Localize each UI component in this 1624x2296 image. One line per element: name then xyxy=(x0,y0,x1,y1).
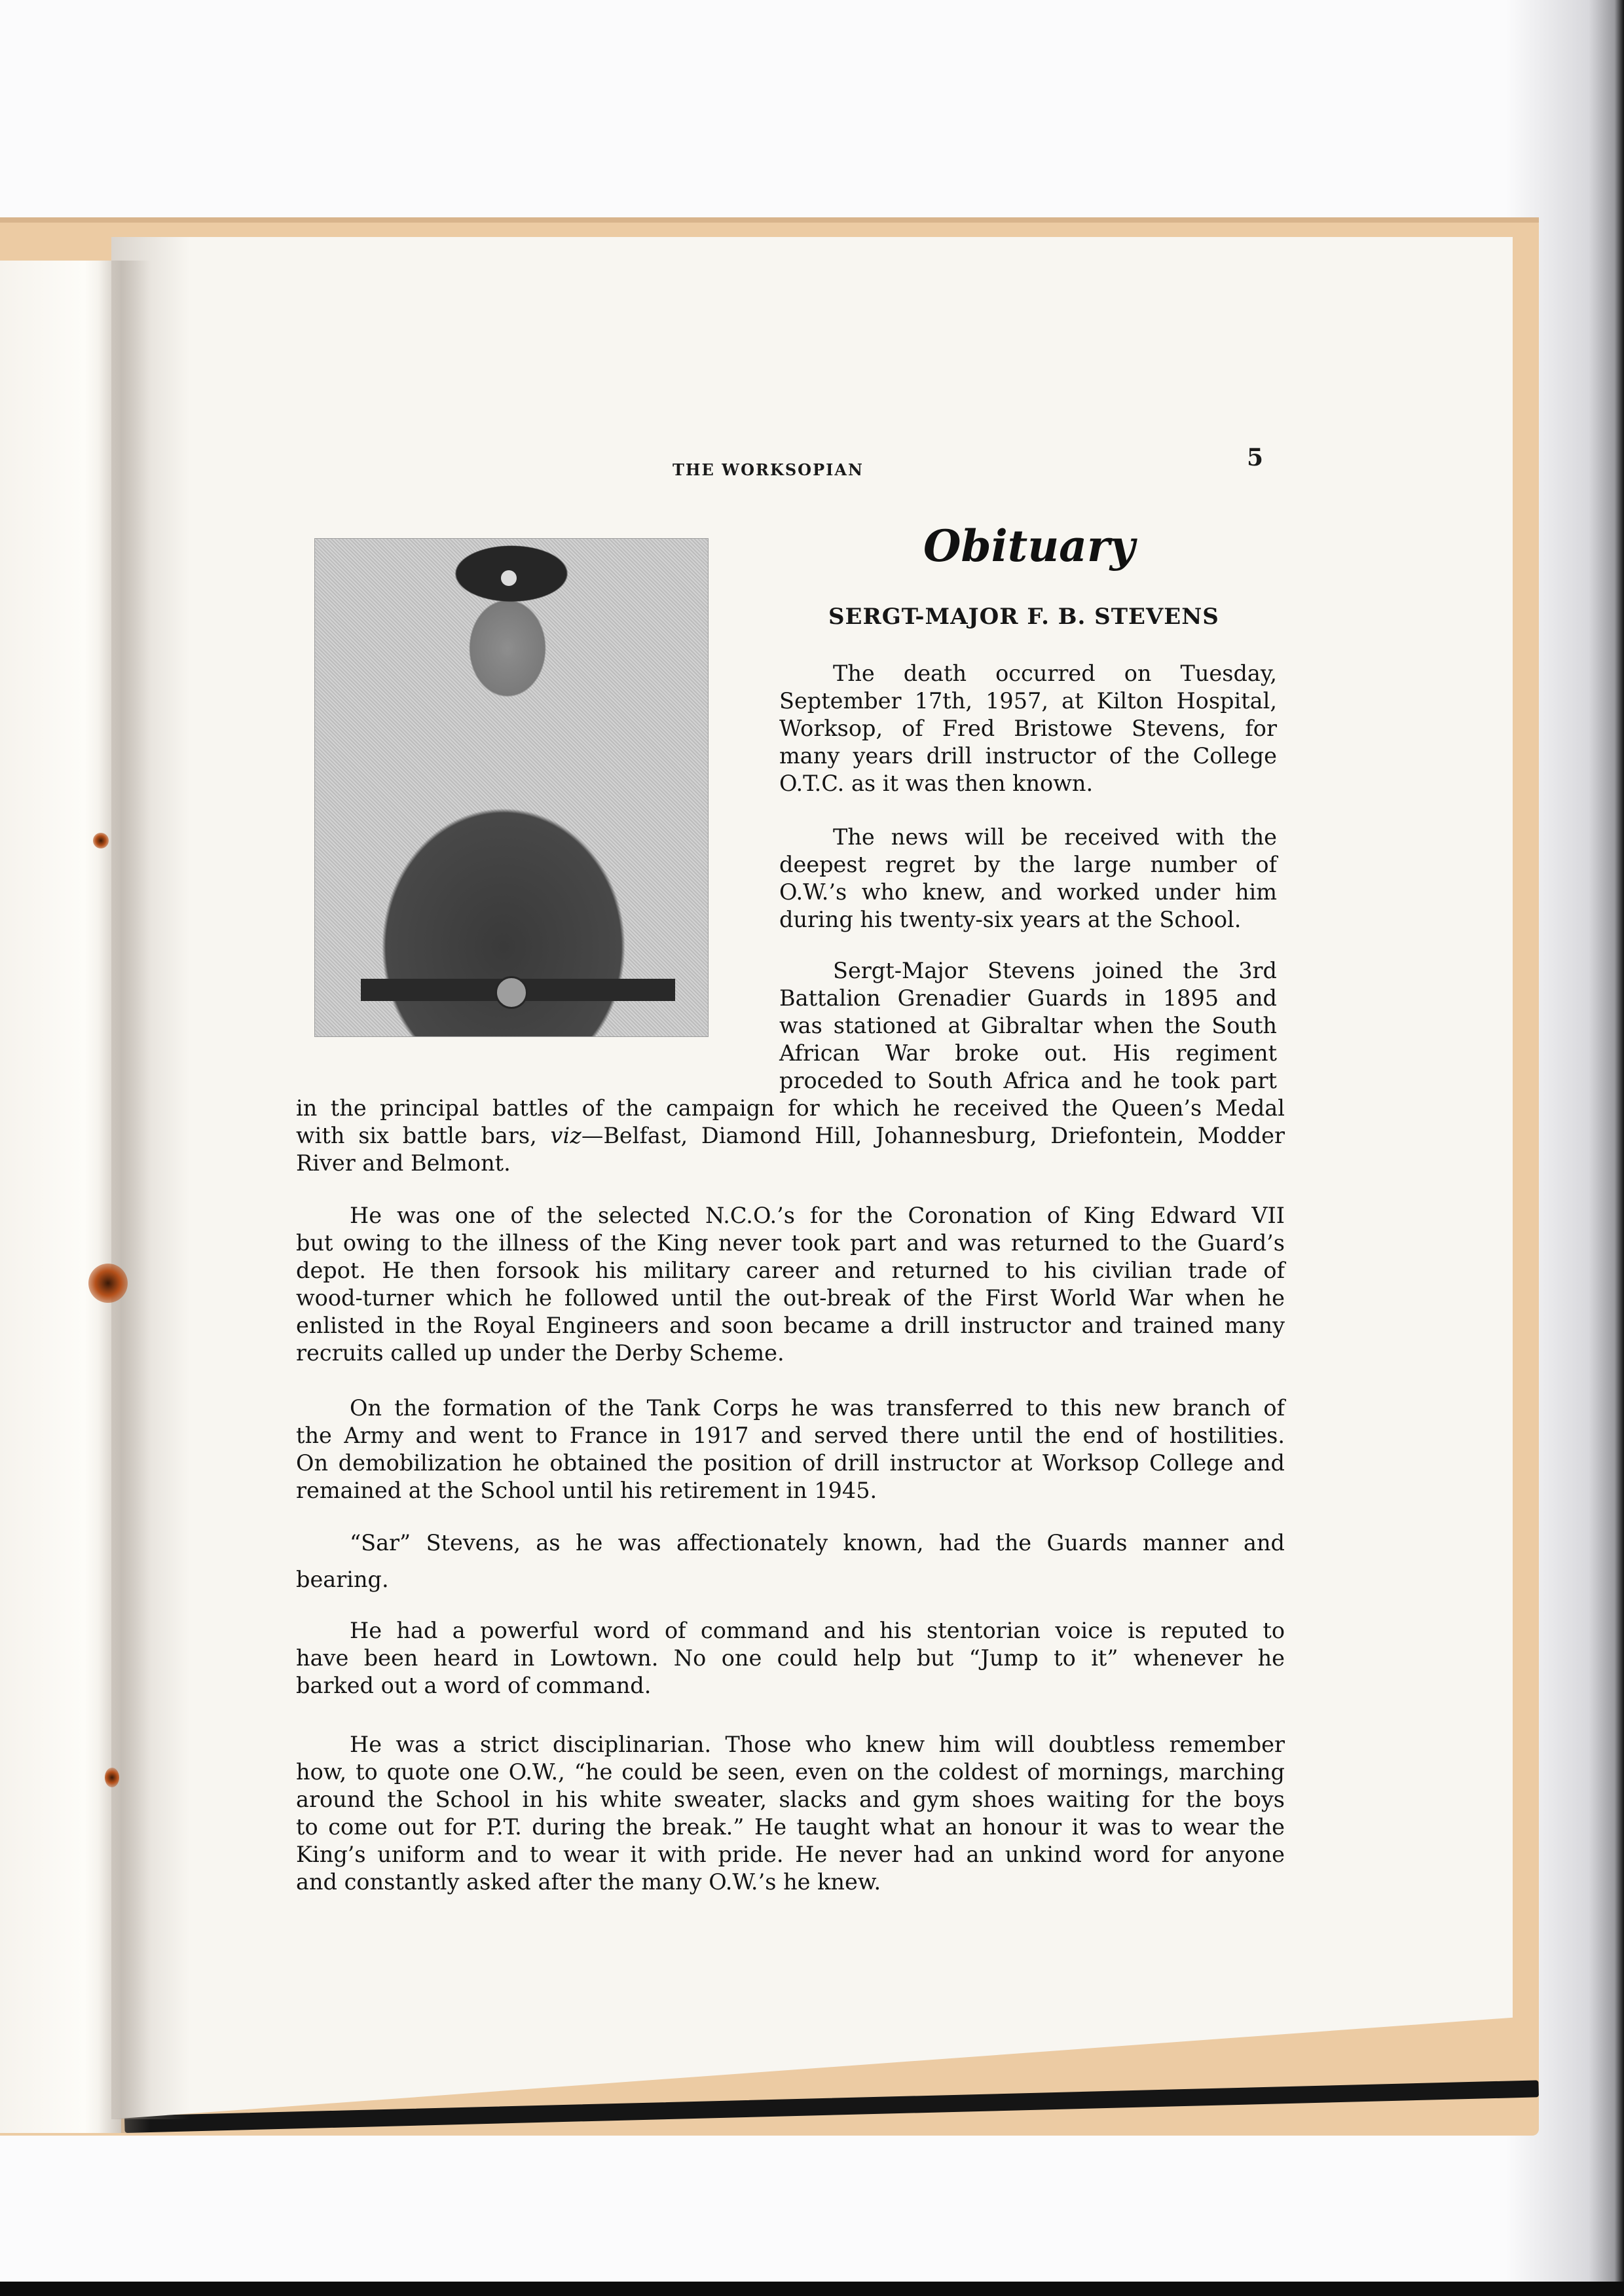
text-line: and constantly asked after the many O.W.’s he knew. xyxy=(296,1869,881,1895)
text-line: enlisted in the Royal Engineers and soon became a drill instructor and trained many xyxy=(296,1313,1285,1338)
rust-stain xyxy=(105,1768,119,1787)
text-line: during his twenty-six years at the School. xyxy=(779,907,1242,932)
portrait-photo xyxy=(314,538,709,1037)
text-line: King’s uniform and to wear it with pride. He never had an unkind word for anyone xyxy=(296,1842,1285,1867)
book-gutter xyxy=(98,261,151,2133)
scanner-border xyxy=(0,2282,1624,2296)
book-cover-edge xyxy=(0,217,1539,223)
article-subtitle: SERGT-MAJOR F. B. STEVENS xyxy=(828,604,1219,630)
cap-badge xyxy=(501,570,517,586)
rust-stain xyxy=(93,833,109,848)
paragraph xyxy=(296,1529,1285,1594)
text-line: “Sar” Stevens, as he was affectionately known, had the Guards manner and xyxy=(350,1530,1285,1556)
text-line: On demobilization he obtained the position of drill instructor at Worksop College and xyxy=(296,1450,1285,1476)
text-line: deepest regret by the large number of xyxy=(779,852,1277,877)
text-line: bearing. xyxy=(296,1567,389,1592)
text-line: around the School in his white sweater, slacks and gym shoes waiting for the boys xyxy=(296,1787,1285,1812)
paragraph xyxy=(779,824,1277,934)
text-line: but owing to the illness of the King never took part and was returned to the Guard’s xyxy=(296,1230,1285,1256)
text-line: proceded to South Africa and he took part xyxy=(779,1068,1277,1093)
text-line: depot. He then forsook his military career and returned to his civilian trade of xyxy=(296,1258,1285,1283)
paragraph xyxy=(779,957,1277,1095)
text-line: in the principal battles of the campaign for which he received the Queen’s Medal xyxy=(296,1095,1285,1121)
text-line: He was a strict disciplinarian. Those who knew him will doubtless remember xyxy=(350,1732,1285,1757)
text-line: The news will be received with the xyxy=(833,824,1277,850)
text-line: River and Belmont. xyxy=(296,1150,511,1176)
text-line: many years drill instructor of the College xyxy=(779,743,1277,769)
text-line: was stationed at Gibraltar when the South xyxy=(779,1013,1277,1038)
text-line: barked out a word of command. xyxy=(296,1673,652,1698)
paragraph xyxy=(296,1394,1285,1504)
text-line: Worksop, of Fred Bristowe Stevens, for xyxy=(779,716,1277,741)
page-number: 5 xyxy=(1247,444,1264,471)
text-line: September 17th, 1957, at Kilton Hospital, xyxy=(779,688,1277,714)
text-fragment: with six battle bars, xyxy=(296,1123,551,1148)
text-line: Sergt-Major Stevens joined the 3rd xyxy=(833,958,1277,983)
text-line: O.W.’s who knew, and worked under him xyxy=(779,879,1277,905)
rust-stain xyxy=(88,1264,128,1303)
page-title: Obituary xyxy=(923,520,1135,572)
text-line: O.T.C. as it was then known. xyxy=(779,771,1094,796)
paragraph xyxy=(779,660,1277,797)
text-line: the Army and went to France in 1917 and served there until the end of hostilities. xyxy=(296,1423,1285,1448)
belt-buckle xyxy=(495,976,528,1009)
text-line: On the formation of the Tank Corps he was transferred to this new branch of xyxy=(350,1395,1285,1421)
text-line: Battalion Grenadier Guards in 1895 and xyxy=(779,985,1277,1011)
text-line: He was one of the selected N.C.O.’s for the Coronation of King Edward VII xyxy=(350,1203,1285,1228)
text-line xyxy=(296,1122,1285,1150)
text-line: The death occurred on Tuesday, xyxy=(833,661,1277,686)
paragraph xyxy=(296,1202,1285,1367)
text-line: African War broke out. His regiment xyxy=(779,1040,1277,1066)
text-line: remained at the School until his retirement in 1945. xyxy=(296,1478,877,1503)
text-fragment: —Belfast, Diamond Hill, Johannesburg, Driefontein, Modder xyxy=(581,1123,1285,1148)
text-line: He had a powerful word of command and his stentorian voice is reputed to xyxy=(350,1618,1285,1643)
text-fragment-italic: viz xyxy=(550,1123,581,1148)
text-line: to come out for P.T. during the break.” He taught what an honour it was to wear the xyxy=(296,1814,1285,1840)
paragraph xyxy=(296,1731,1285,1896)
paragraph xyxy=(296,1617,1285,1700)
paragraph-continuation xyxy=(296,1095,1285,1177)
text-line: wood-turner which he followed until the out-break of the First World War when he xyxy=(296,1285,1285,1311)
text-line: how, to quote one O.W., “he could be seen, even on the coldest of mornings, marching xyxy=(296,1759,1285,1785)
text-line: recruits called up under the Derby Scheme. xyxy=(296,1340,784,1366)
text-line: have been heard in Lowtown. No one could help but “Jump to it” whenever he xyxy=(296,1645,1285,1671)
running-head: THE WORKSOPIAN xyxy=(673,460,864,479)
